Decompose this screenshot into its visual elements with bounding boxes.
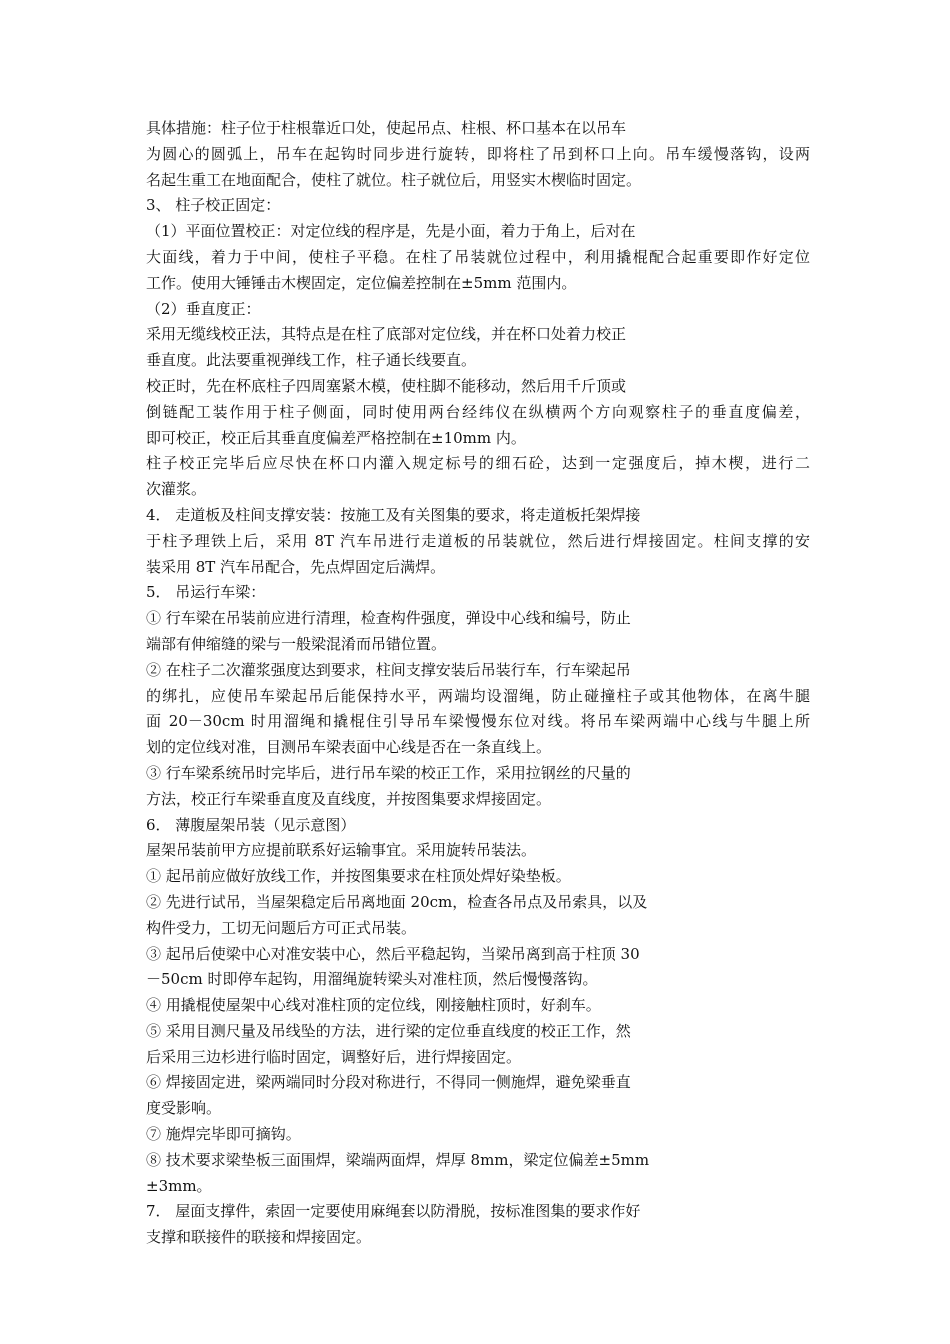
text-line: 面 20－30cm 时用溜绳和撬棍住引导吊车梁慢慢东位对线。将吊车梁两端中心线与牛腿上所 bbox=[146, 712, 810, 731]
text-line: ④ 用撬棍使屋架中心线对准柱顶的定位线，刚接触柱顶时，好刹车。 bbox=[146, 996, 601, 1015]
text-line: 柱子校正完毕后应尽快在杯口内灌入规定标号的细石砼，达到一定强度后，掉木楔，进行二 bbox=[146, 454, 810, 473]
text-line: ⑧ 技术要求梁垫板三面围焊，梁端两面焊，焊厚 8mm，梁定位偏差±5mm bbox=[146, 1150, 650, 1169]
text-line: 为圆心的圆弧上，吊车在起钩时同步进行旋转，即将柱了吊到杯口上向。吊车缓慢落钩，设两 bbox=[146, 144, 810, 163]
text-line: ① 行车梁在吊装前应进行清理，检查构件强度，弹设中心线和编号，防止 bbox=[146, 609, 631, 628]
text-line: 具体措施：柱子位于柱根靠近口处，使起吊点、柱根、杯口基本在以吊车 bbox=[146, 119, 627, 137]
text-line: ⑥ 焊接固定进，梁两端同时分段对称进行，不得同一侧施焊，避免梁垂直 bbox=[146, 1073, 631, 1092]
text-line: 倒链配工装作用于柱子侧面，同时使用两台经纬仪在纵横两个方向观察柱子的垂直度偏差， bbox=[146, 402, 810, 421]
text-line: 方法，校正行车梁垂直度及直线度，并按图集要求焊接固定。 bbox=[146, 789, 552, 808]
text-line: ② 先进行试吊，当屋架稳定后吊离地面 20cm，检查各吊点及吊索具，以及 bbox=[146, 892, 648, 911]
text-line: 度受影响。 bbox=[146, 1099, 222, 1118]
text-line: 屋架吊装前甲方应提前联系好运输事宜。采用旋转吊装法。 bbox=[146, 841, 537, 860]
text-line: 的绑扎，应使吊车梁起吊后能保持水平，两端均设溜绳，防止碰撞柱子或其他物体，在离牛腿 bbox=[146, 686, 810, 705]
text-line: 垂直度。此法要重视弹线工作，柱子通长线要直。 bbox=[146, 351, 477, 370]
text-line: ③ 起吊后使梁中心对准安装中心，然后平稳起钩，当梁吊离到高于柱顶 30 bbox=[146, 944, 640, 963]
text-line: 6． 薄腹屋架吊装（见示意图） bbox=[146, 815, 356, 834]
text-line: 即可校正，校正后其垂直度偏差严格控制在±10mm 内。 bbox=[146, 428, 526, 447]
text-line: 工作。使用大锤锤击木楔固定，定位偏差控制在±5mm 范围内。 bbox=[146, 273, 577, 292]
text-line: ① 起吊前应做好放线工作，并按图集要求在柱顶处焊好染垫板。 bbox=[146, 867, 571, 886]
text-line: 采用无缆线校正法，其特点是在柱了底部对定位线，并在杯口处着力校正 bbox=[146, 325, 627, 344]
text-line: 构件受力，工切无问题后方可正式吊装。 bbox=[146, 918, 417, 937]
text-line: 后采用三边杉进行临时固定，调整好后，进行焊接固定。 bbox=[146, 1047, 522, 1066]
text-line: 端部有伸缩缝的梁与一般梁混淆而吊错位置。 bbox=[146, 634, 447, 653]
text-line: 支撑和联接件的联接和焊接固定。 bbox=[146, 1228, 372, 1247]
text-line: 4． 走道板及柱间支撑安装：按施工及有关图集的要求，将走道板托架焊接 bbox=[146, 505, 641, 524]
text-line: 5． 吊运行车梁： bbox=[146, 583, 266, 602]
text-line: 名起生重工在地面配合，使柱了就位。柱子就位后，用竖实木楔临时固定。 bbox=[146, 170, 642, 189]
text-line: 划的定位线对准，目测吊车梁表面中心线是否在一条直线上。 bbox=[146, 738, 552, 757]
text-line: －50cm 时即停车起钩，用溜绳旋转梁头对准柱顶，然后慢慢落钩。 bbox=[146, 970, 598, 989]
text-line: 次灌浆。 bbox=[146, 480, 207, 499]
text-line: 3、 柱子校正固定： bbox=[146, 196, 281, 215]
text-line: 校正时，先在杯底柱子四周塞紧木模，使柱脚不能移动，然后用千斤顶或 bbox=[146, 376, 627, 395]
text-line: （2）垂直度正： bbox=[146, 299, 261, 318]
text-line: ② 在柱子二次灌浆强度达到要求，柱间支撑安装后吊装行车，行车梁起吊 bbox=[146, 660, 631, 679]
text-line: 装采用 8T 汽车吊配合，先点焊固定后满焊。 bbox=[146, 557, 446, 576]
text-line: 7． 屋面支撑件，索固一定要使用麻绳套以防滑脱，按标准图集的要求作好 bbox=[146, 1202, 641, 1221]
text-line: （1）平面位置校正：对定位线的程序是，先是小面，着力于角上，后对在 bbox=[146, 222, 636, 241]
text-line: ±3mm。 bbox=[146, 1176, 212, 1195]
document-body bbox=[146, 116, 810, 1251]
text-line: ③ 行车梁系统吊时完毕后，进行吊车梁的校正工作，采用拉钢丝的尺量的 bbox=[146, 763, 631, 782]
text-line: ⑤ 采用目测尺量及吊线坠的方法，进行梁的定位垂直线度的校正工作，然 bbox=[146, 1021, 631, 1040]
text-line: 于柱予理铁上后，采用 8T 汽车吊进行走道板的吊装就位，然后进行焊接固定。柱间支撑的安 bbox=[146, 531, 810, 550]
text-line: ⑦ 施焊完毕即可摘钩。 bbox=[146, 1125, 301, 1144]
text-line: 大面线，着力于中间，使柱子平稳。在柱了吊装就位过程中，利用撬棍配合起重要即作好定位 bbox=[146, 247, 810, 266]
